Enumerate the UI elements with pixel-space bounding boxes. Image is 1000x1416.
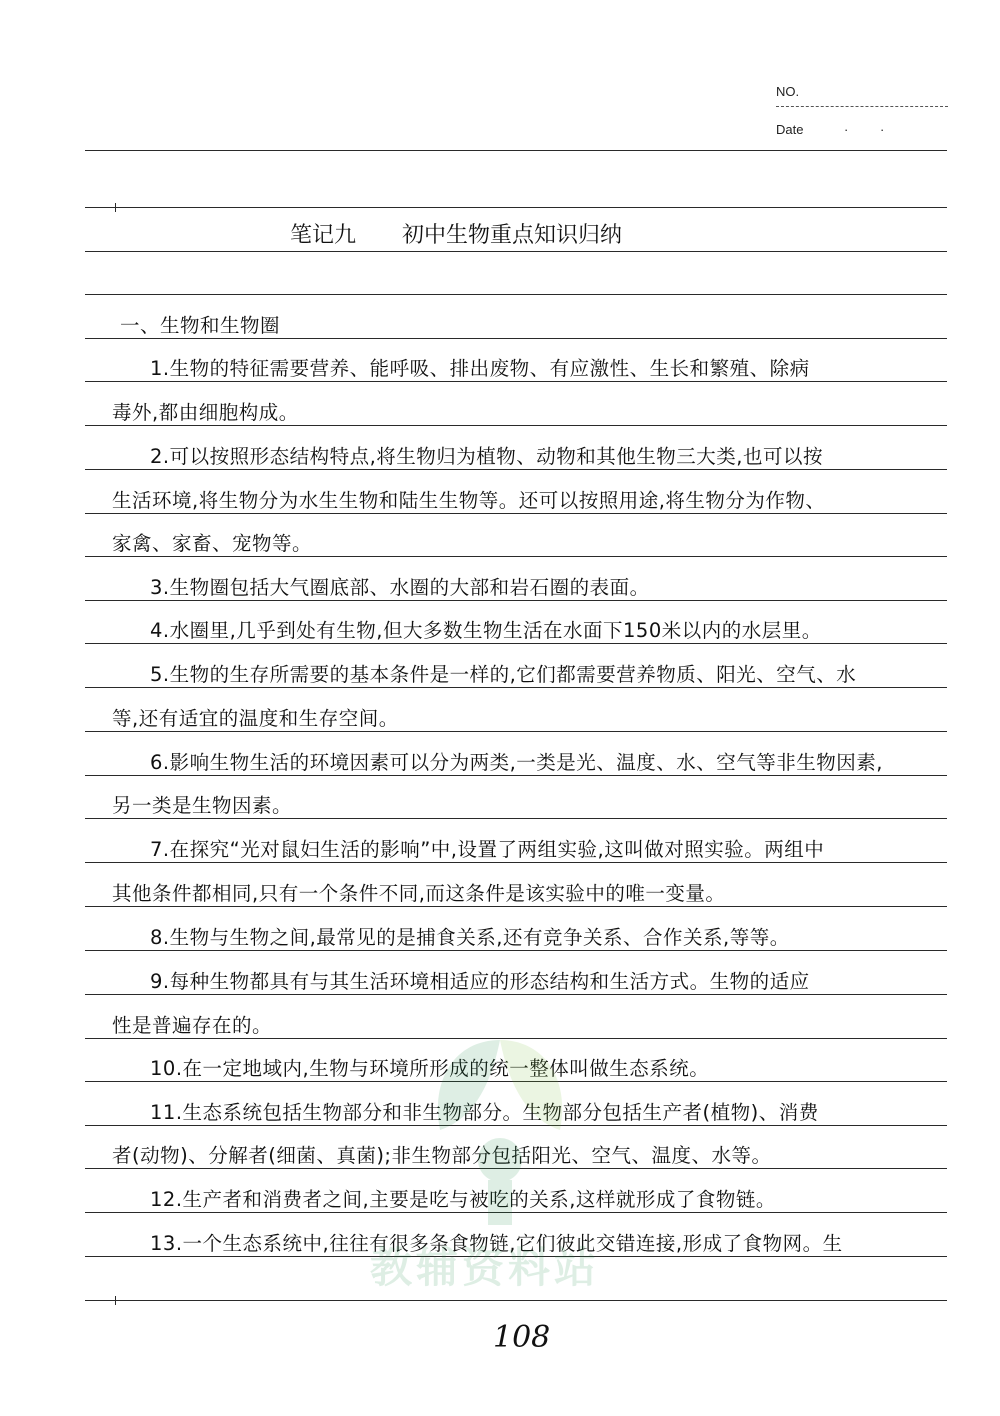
page-title xyxy=(290,218,622,249)
ruled-line xyxy=(85,294,947,295)
note-line: 13.一个生态系统中,往往有很多条食物链,它们彼此交错连接,形成了食物网。生 xyxy=(150,1232,843,1255)
note-line: 6.影响生物生活的环境因素可以分为两类,一类是光、温度、水、空气等非生物因素, xyxy=(150,751,884,774)
ruled-line xyxy=(85,862,947,863)
header-meta xyxy=(776,84,948,160)
ruled-line xyxy=(85,731,947,732)
ruled-line xyxy=(85,469,947,470)
ruled-line xyxy=(85,150,947,151)
note-line: 7.在探究“光对鼠妇生活的影响”中,设置了两组实验,这叫做对照实验。两组中 xyxy=(150,838,825,861)
number-label: NO. xyxy=(776,84,800,99)
note-line: 4.水圈里,几乎到处有生物,但大多数生物生活在水面下150米以内的水层里。 xyxy=(150,619,822,642)
note-line: 者(动物)、分解者(细菌、真菌);非生物部分包括阳光、空气、温度、水等。 xyxy=(112,1144,772,1167)
note-line: 其他条件都相同,只有一个条件不同,而这条件是该实验中的唯一变量。 xyxy=(112,882,726,905)
ruled-line xyxy=(85,1256,947,1257)
date-dots: · · xyxy=(844,122,899,137)
note-line: 等,还有适宜的温度和生存空间。 xyxy=(112,707,399,730)
ruled-line xyxy=(85,643,947,644)
note-line: 3.生物圈包括大气圈底部、水圈的大部和岩石圈的表面。 xyxy=(150,576,650,599)
note-line: 12.生产者和消费者之间,主要是吃与被吃的关系,这样就形成了食物链。 xyxy=(150,1188,776,1211)
note-line: 11.生态系统包括生物部分和非生物部分。生物部分包括生产者(植物)、消费 xyxy=(150,1101,819,1124)
watermark-text: 教辅资料站 xyxy=(370,1243,601,1292)
ruled-line xyxy=(85,950,947,951)
ruled-line xyxy=(85,775,947,776)
note-line: 10.在一定地域内,生物与环境所形成的统一整体叫做生态系统。 xyxy=(150,1057,710,1080)
ruled-line xyxy=(85,1212,947,1213)
ruled-line xyxy=(85,1125,947,1126)
ruled-line xyxy=(85,1038,947,1039)
ruled-line xyxy=(85,425,947,426)
note-line: 8.生物与生物之间,最常见的是捕食关系,还有竞争关系、合作关系,等等。 xyxy=(150,926,790,949)
ruled-line xyxy=(85,513,947,514)
note-line: 另一类是生物因素。 xyxy=(112,794,293,817)
ruled-line xyxy=(85,994,947,995)
ruled-line xyxy=(85,556,947,557)
ruled-line xyxy=(85,338,947,339)
note-line: 5.生物的生存所需要的基本条件是一样的,它们都需要营养物质、阳光、空气、水 xyxy=(150,663,857,686)
note-line: 性是普遍存在的。 xyxy=(112,1014,273,1037)
number-field xyxy=(776,84,948,122)
note-line: 家禽、家畜、宠物等。 xyxy=(112,532,313,555)
date-label: Date xyxy=(776,122,804,137)
number-line xyxy=(776,106,948,107)
page-number: 108 xyxy=(493,1320,551,1355)
ruled-line xyxy=(85,818,947,819)
note-line: 毒外,都由细胞构成。 xyxy=(112,401,299,424)
note-line: 9.每种生物都具有与其生活环境相适应的形态结构和生活方式。生物的适应 xyxy=(150,970,810,993)
note-line: 2.可以按照形态结构特点,将生物归为植物、动物和其他生物三大类,也可以按 xyxy=(150,445,824,468)
ruled-line xyxy=(85,381,947,382)
ruled-line xyxy=(85,906,947,907)
title-part2: 初中生物重点知识归纳 xyxy=(402,223,623,248)
ruled-line xyxy=(85,1081,947,1082)
note-line: 1.生物的特征需要营养、能呼吸、排出废物、有应激性、生长和繁殖、除病 xyxy=(150,357,810,380)
ruled-line xyxy=(85,1300,947,1301)
ruled-line xyxy=(85,1168,947,1169)
ruled-line xyxy=(85,600,947,601)
ruled-line xyxy=(85,207,947,208)
title-part1: 笔记九 xyxy=(290,223,357,248)
date-field xyxy=(776,122,948,160)
ruled-line xyxy=(85,251,947,252)
note-line: 生活环境,将生物分为水生生物和陆生生物等。还可以按照用途,将生物分为作物、 xyxy=(112,489,826,512)
ruled-line xyxy=(85,687,947,688)
section-heading: 一、生物和生物圈 xyxy=(120,314,281,337)
